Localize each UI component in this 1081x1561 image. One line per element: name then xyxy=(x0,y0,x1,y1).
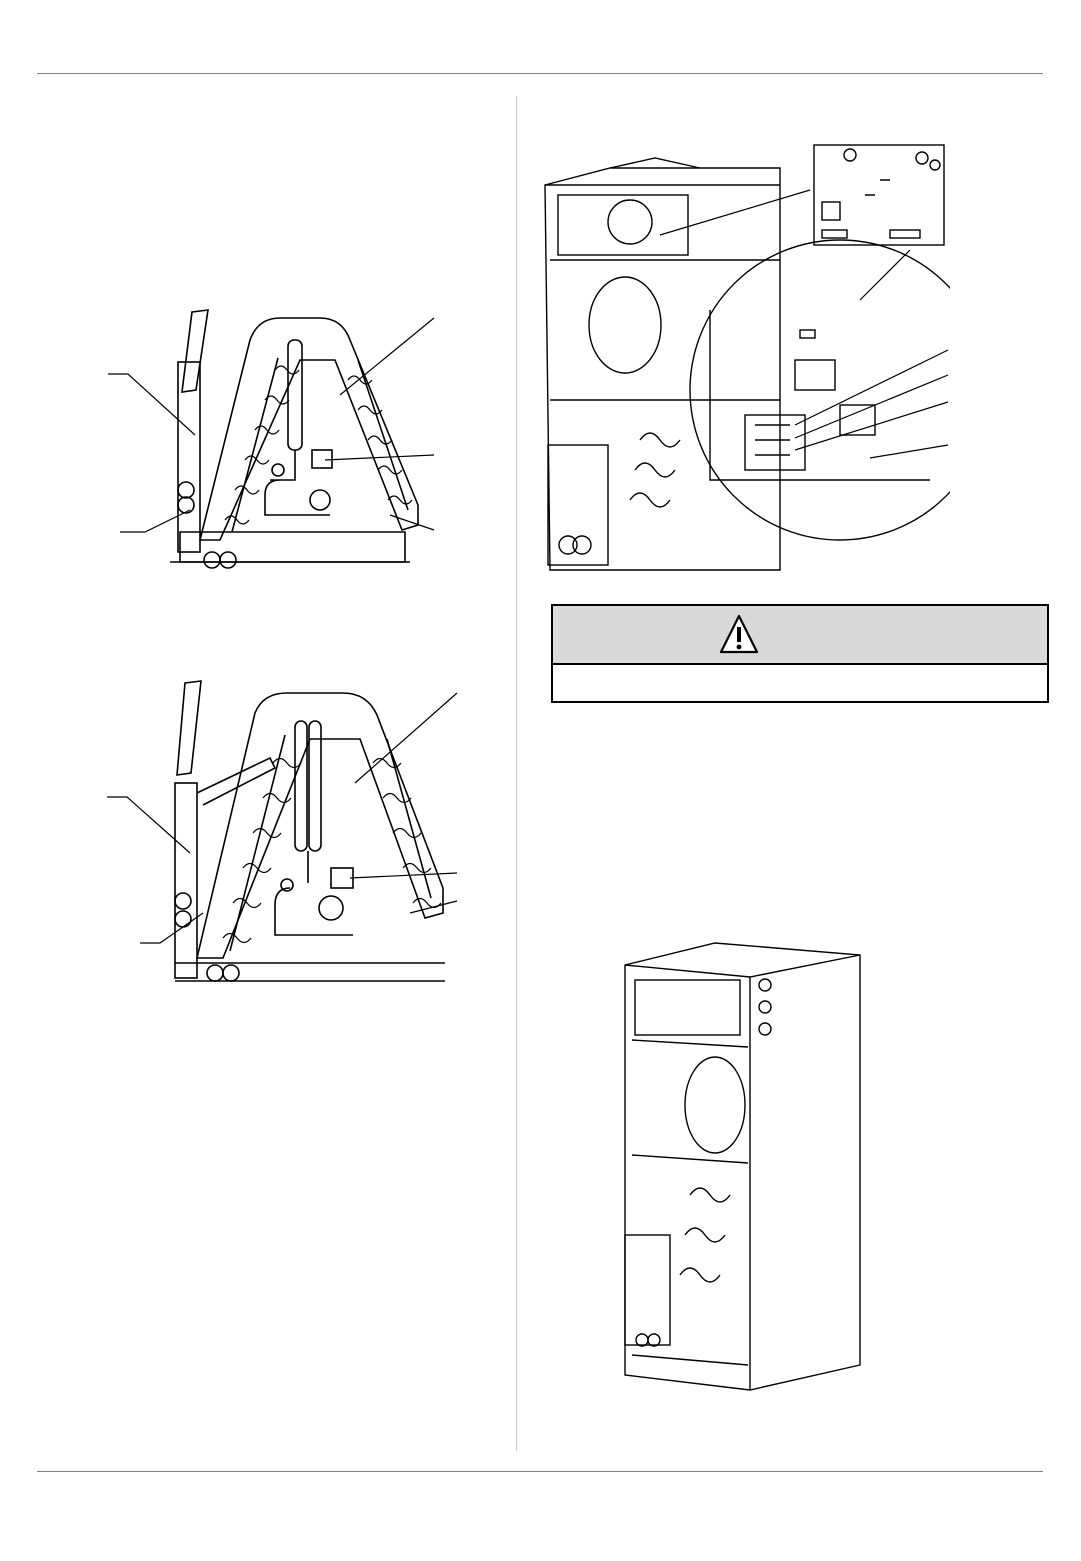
figure-air-handler-cabinet xyxy=(620,935,880,1395)
header-rule xyxy=(37,73,1043,74)
figure-a-coil-bottom xyxy=(105,673,465,988)
warning-box xyxy=(551,604,1049,703)
column-divider xyxy=(516,96,517,1451)
a-coil-with-txv-illustration xyxy=(100,300,450,575)
air-handler-cabinet-illustration xyxy=(620,935,880,1395)
figure-air-handler-board xyxy=(540,140,950,580)
footer-rule xyxy=(37,1471,1043,1472)
warning-body xyxy=(553,665,1047,701)
air-handler-control-board-illustration xyxy=(540,140,950,580)
figure-a-coil-top xyxy=(100,300,450,575)
warning-triangle-icon xyxy=(719,614,759,659)
warning-header xyxy=(553,606,1047,665)
a-coil-large-illustration xyxy=(105,673,465,988)
